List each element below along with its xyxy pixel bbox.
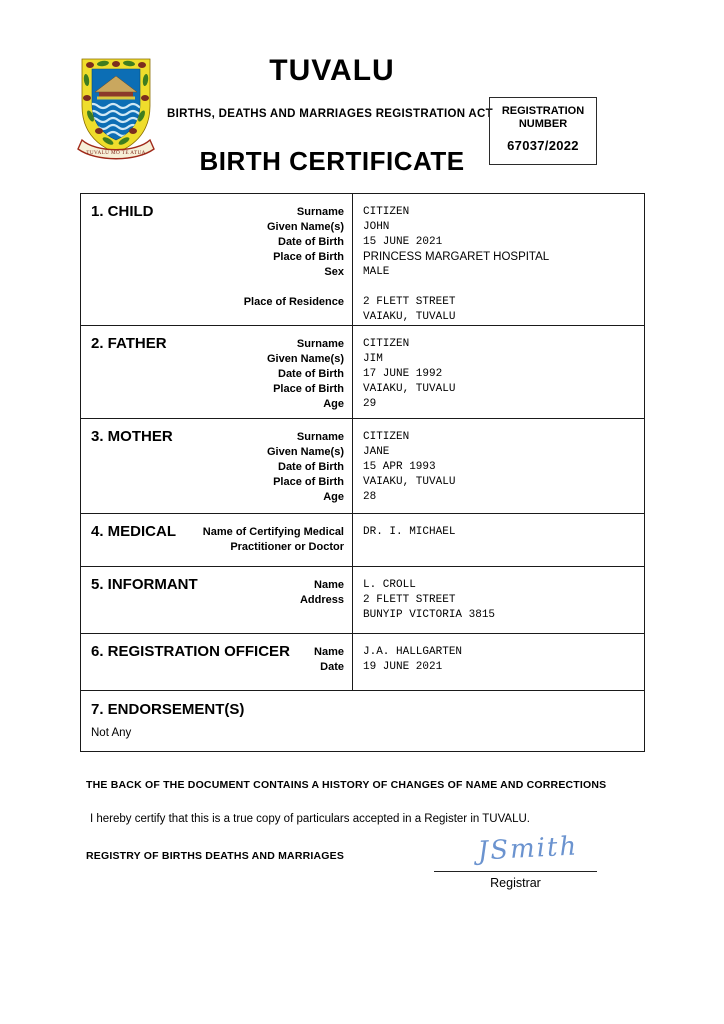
field-label: Place of Birth [273, 383, 344, 395]
section-title: 7. ENDORSEMENT(S) [91, 701, 245, 718]
section-father-labels [81, 326, 353, 418]
registry-label: REGISTRY OF BIRTHS DEATHS AND MARRIAGES [86, 850, 345, 862]
registrar-signature: JSmith [477, 831, 579, 867]
section-title: 3. MOTHER [91, 428, 173, 445]
field-value: 2 FLETT STREET [363, 296, 456, 308]
field-value: 19 JUNE 2021 [363, 661, 443, 673]
section-title: 6. REGISTRATION OFFICER [91, 643, 290, 660]
section-title: 4. MEDICAL [91, 523, 177, 540]
field-value: 15 JUNE 2021 [363, 236, 443, 248]
field-value: MALE [363, 266, 390, 278]
field-label: Place of Residence [243, 296, 344, 308]
document-title: BIRTH CERTIFICATE [199, 146, 465, 176]
section-informant [81, 567, 644, 634]
registrar-label: Registrar [490, 876, 541, 890]
emblem-motto: TUVALU MO TE ATUA [86, 150, 146, 156]
field-value: VAIAKU, TUVALU [363, 383, 456, 395]
field-value: 28 [363, 491, 377, 503]
section-mother-labels [81, 419, 353, 513]
field-value: L. CROLL [363, 579, 416, 591]
field-value: JIM [363, 353, 383, 365]
field-label-spacer [244, 280, 344, 295]
field-value: VAIAKU, TUVALU [363, 311, 456, 323]
field-label: Sex [324, 266, 344, 278]
field-value: 29 [363, 398, 377, 410]
section-child-values [353, 194, 644, 325]
section-child [81, 194, 644, 326]
field-value: BUNYIP VICTORIA 3815 [363, 609, 496, 621]
field-label: Name of Certifying Medical [202, 526, 344, 538]
registration-number-value: 67037/2022 [507, 138, 579, 153]
field-label: Practitioner or Doctor [230, 541, 344, 553]
field-value: PRINCESS MARGARET HOSPITAL [363, 251, 550, 263]
section-title: 2. FATHER [91, 335, 167, 352]
field-label: Place of Birth [273, 251, 344, 263]
certificate-table [80, 193, 645, 752]
field-label: Name [314, 579, 344, 591]
field-label: Given Name(s) [266, 221, 344, 233]
field-value: 17 JUNE 1992 [363, 368, 443, 380]
signature-line [434, 871, 597, 872]
section-registration-officer [81, 634, 644, 691]
registration-number-box [489, 97, 597, 165]
registration-number-label: REGISTRATION NUMBER [501, 105, 585, 130]
field-label: Age [323, 398, 344, 410]
section-father-values [353, 326, 644, 418]
field-value: CITIZEN [363, 338, 410, 350]
section-mother-values [353, 419, 644, 513]
endorsement-note: Not Any [91, 727, 132, 739]
section-endorsements [81, 691, 644, 751]
field-value: DR. I. MICHAEL [363, 526, 456, 538]
section-child-labels [81, 194, 353, 325]
field-label: Date of Birth [278, 368, 344, 380]
field-label: Address [299, 594, 344, 606]
field-label: Name [314, 646, 344, 658]
section-registration-officer-values [353, 634, 644, 690]
field-value: CITIZEN [363, 206, 410, 218]
section-medical [81, 514, 644, 567]
section-informant-values [353, 567, 644, 633]
field-value: CITIZEN [363, 431, 410, 443]
field-label: Given Name(s) [266, 353, 344, 365]
field-value: 15 APR 1993 [363, 461, 436, 473]
field-label: Given Name(s) [266, 446, 344, 458]
field-label: Date of Birth [278, 461, 344, 473]
back-of-document-note: THE BACK OF THE DOCUMENT CONTAINS A HISTORY OF CHANGES OF NAME AND CORRECTIONS [86, 779, 607, 791]
section-informant-labels [81, 567, 353, 633]
field-label: Surname [296, 338, 344, 350]
field-label: Date [320, 661, 344, 673]
section-mother [81, 419, 644, 514]
section-father [81, 326, 644, 419]
act-title: BIRTHS, DEATHS AND MARRIAGES REGISTRATION ACT [167, 108, 493, 120]
section-medical-values [353, 514, 644, 566]
field-value: JOHN [363, 221, 390, 233]
section-medical-labels [81, 514, 353, 566]
country-title: TUVALU [269, 54, 395, 87]
section-title: 5. INFORMANT [91, 576, 198, 593]
field-value-spacer [363, 280, 644, 295]
field-label: Surname [296, 206, 344, 218]
field-value: VAIAKU, TUVALU [363, 476, 456, 488]
certification-statement: I hereby certify that this is a true copy of particulars accepted in a Register in TUVALU. [90, 813, 530, 825]
section-registration-officer-labels [81, 634, 353, 690]
section-title: 1. CHILD [91, 203, 154, 220]
field-label: Surname [296, 431, 344, 443]
field-value: JANE [363, 446, 390, 458]
field-label: Place of Birth [273, 476, 344, 488]
field-label: Date of Birth [278, 236, 344, 248]
field-value: J.A. HALLGARTEN [363, 646, 463, 658]
field-value: 2 FLETT STREET [363, 594, 456, 606]
field-label: Age [323, 491, 344, 503]
